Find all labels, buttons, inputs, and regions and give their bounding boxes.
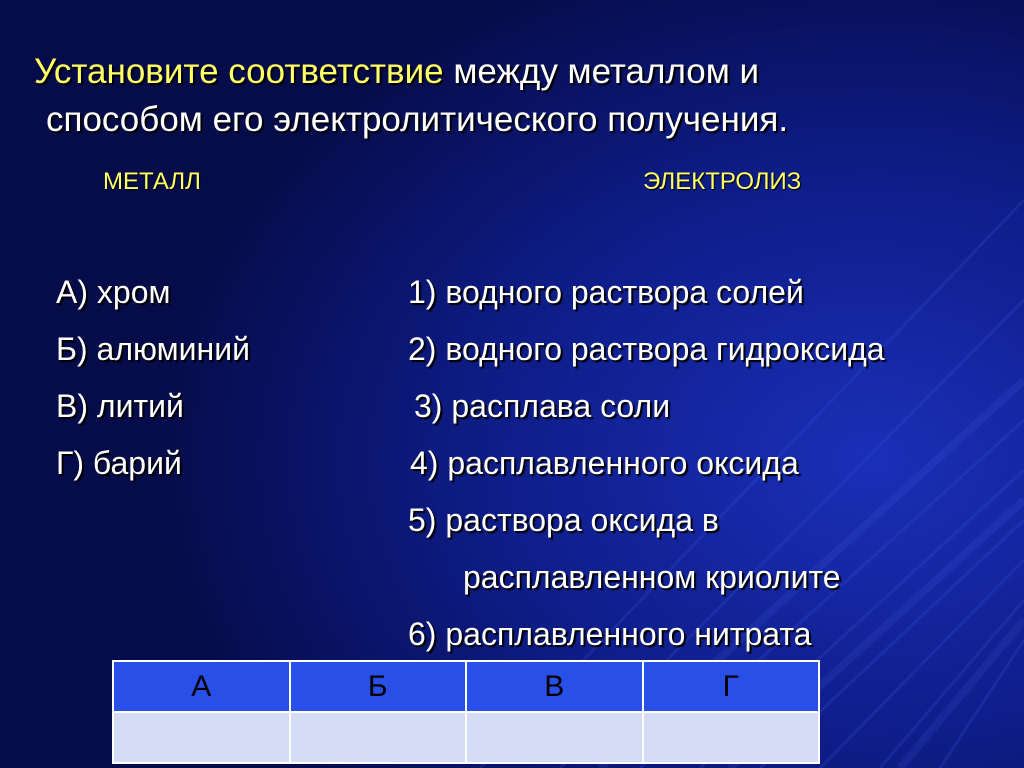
answer-table (112, 660, 820, 764)
method-item-1: 1) водного раствора солей (408, 274, 804, 310)
title-rest: между металлом и (443, 52, 760, 91)
method-item-2: 2) водного раствора гидроксида (408, 331, 885, 367)
answer-cell-a[interactable] (113, 712, 290, 763)
answer-header-a: А (113, 661, 290, 712)
method-item-3: 3) расплава соли (414, 388, 671, 424)
metal-item-b: Б) алюминий (56, 331, 250, 367)
answer-table-header-row (113, 661, 819, 712)
answer-cell-g[interactable] (643, 712, 820, 763)
column-header-electrolysis: ЭЛЕКТРОЛИЗ (643, 168, 802, 195)
answer-header-v: В (466, 661, 643, 712)
title-highlight: Установите соответствие (34, 52, 444, 91)
method-item-5: 5) раствора оксида в (408, 502, 719, 538)
method-item-4: 4) расплавленного оксида (410, 445, 799, 481)
answer-cell-b[interactable] (290, 712, 467, 763)
metal-item-g: Г) барий (56, 445, 182, 481)
answer-table-input-row (113, 712, 819, 763)
metal-item-a: А) хром (56, 274, 171, 310)
answer-header-g: Г (643, 661, 820, 712)
title-line-1 (34, 52, 759, 92)
title-line-2: способом его электролитического получения. (46, 100, 789, 139)
answer-cell-v[interactable] (466, 712, 643, 763)
answer-header-b: Б (290, 661, 467, 712)
column-header-metal: МЕТАЛЛ (103, 168, 201, 195)
method-item-5-continued: расплавленном криолите (463, 559, 841, 595)
method-item-6: 6) расплавленного нитрата (408, 616, 812, 652)
metal-item-v: В) литий (56, 388, 184, 424)
